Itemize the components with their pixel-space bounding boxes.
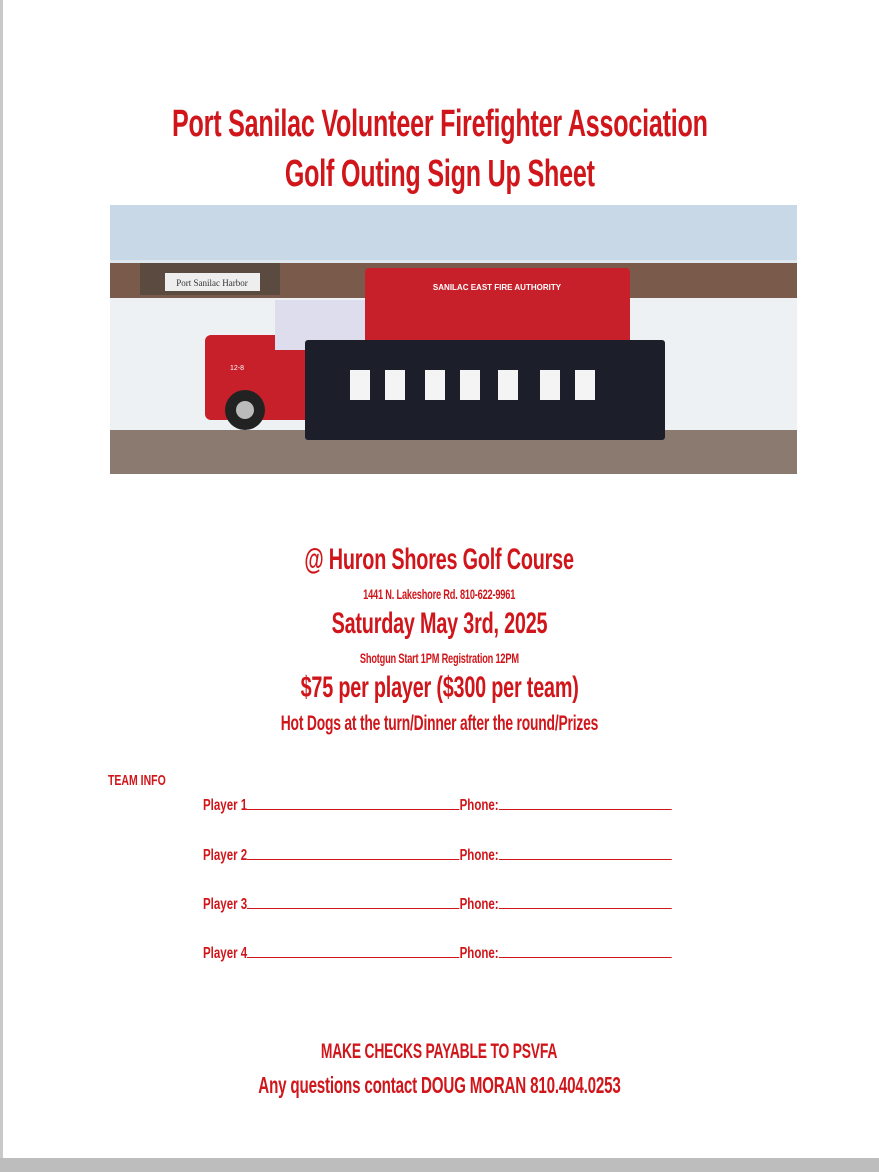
- event-times: [0, 650, 879, 666]
- phone-field[interactable]: [499, 894, 672, 909]
- player-label: Player 3: [203, 896, 248, 913]
- times-text: Shotgun Start 1PM Registration 12PM: [360, 650, 519, 666]
- title-line-2: [0, 153, 879, 196]
- location-text: @ Huron Shores Golf Course: [304, 543, 575, 576]
- title-line-1: [0, 103, 879, 146]
- title-text: Port Sanilac Volunteer Firefighter Association: [171, 103, 708, 145]
- phone-label: Phone:: [459, 945, 499, 962]
- player-label: Player 1: [203, 797, 248, 814]
- price-text: $75 per player ($300 per team): [300, 671, 579, 704]
- phone-label: Phone:: [459, 797, 499, 814]
- event-date: [0, 607, 879, 641]
- player-name-field[interactable]: [247, 894, 459, 909]
- player-row: [203, 845, 700, 865]
- date-text: Saturday May 3rd, 2025: [331, 607, 548, 640]
- phone-label: Phone:: [459, 847, 499, 864]
- price: [0, 671, 879, 705]
- harbor-sign: Port Sanilac Harbor: [176, 278, 248, 288]
- location-heading: [0, 543, 879, 577]
- phone-field[interactable]: [499, 943, 672, 958]
- firefighters-photo: [110, 205, 797, 474]
- address: [0, 586, 879, 602]
- player-row: [203, 795, 700, 815]
- truck-number: 12-8: [230, 365, 245, 372]
- player-label: Player 2: [203, 847, 248, 864]
- truck-lettering: SANILAC EAST FIRE AUTHORITY: [432, 283, 562, 292]
- phone-label: Phone:: [459, 896, 499, 913]
- player-name-field[interactable]: [247, 795, 459, 810]
- contact-text: Any questions contact DOUG MORAN 810.404.0253: [258, 1072, 621, 1098]
- player-row: [203, 894, 700, 914]
- viewer-bottom-bar: [0, 1158, 879, 1172]
- phone-field[interactable]: [499, 845, 672, 860]
- address-text: 1441 N. Lakeshore Rd. 810-622-9961: [363, 586, 516, 602]
- player-name-field[interactable]: [247, 943, 459, 958]
- contact-info: [0, 1072, 879, 1099]
- player-label: Player 4: [203, 945, 248, 962]
- subtitle-text: Golf Outing Sign Up Sheet: [284, 153, 595, 195]
- extras: [0, 712, 879, 736]
- team-info-heading: TEAM INFO: [108, 772, 166, 789]
- player-row: [203, 943, 700, 963]
- extras-text: Hot Dogs at the turn/Dinner after the round/Prizes: [280, 712, 599, 735]
- phone-field[interactable]: [499, 795, 672, 810]
- player-name-field[interactable]: [247, 845, 459, 860]
- checks-payable: [0, 1040, 879, 1064]
- checks-text: MAKE CHECKS PAYABLE TO PSVFA: [321, 1040, 558, 1063]
